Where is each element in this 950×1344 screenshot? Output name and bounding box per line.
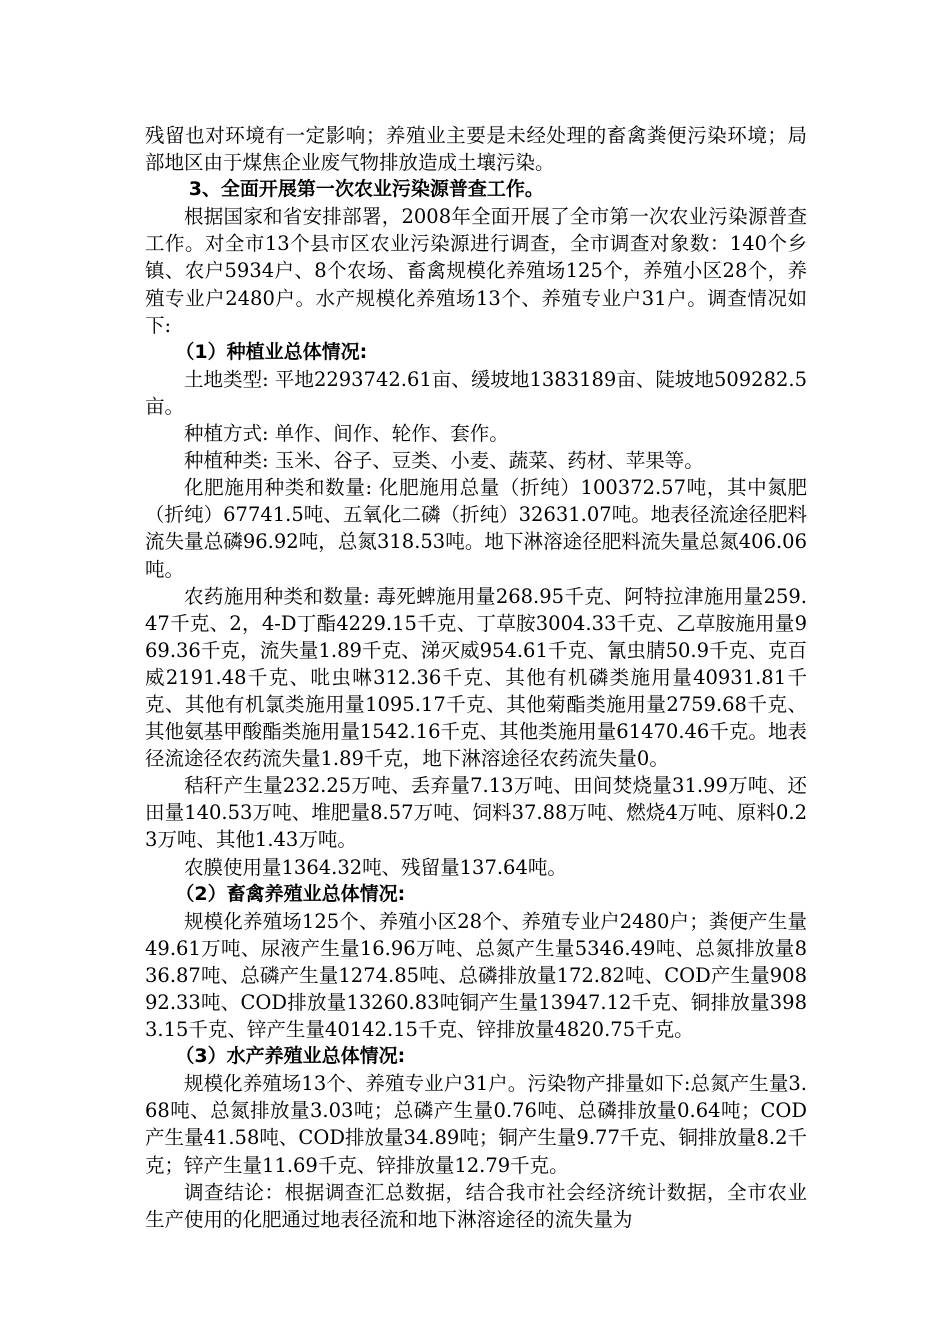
paragraph-livestock-data: 规模化养殖场125个、养殖小区28个、养殖专业户2480户；粪便产生量49.61万吨、尿液产生量16.96万吨、总氮产生量5346.49吨、总氮排放量836.87吨、总磷产生量1274.85吨、总磷排放量172.82吨、COD产生量90892.33吨、COD排放量13260.83吨铜产生量13947.12千克、铜排放量3983.15千克、锌产生量40142.15千克、锌排放量4820.75千克。 bbox=[145, 909, 807, 1042]
paragraph-aquaculture-data: 规模化养殖场13个、养殖专业户31户。污染物产排量如下:总氮产生量3.68吨、总氮排放量3.03吨；总磷产生量0.76吨、总磷排放量0.64吨；COD产生量41.58吨、COD排放量34.89吨；铜产生量9.77千克、铜排放量8.2千克；锌产生量11.69千克、锌排放量12.79千克。 bbox=[145, 1072, 807, 1177]
paragraph-residue-impact: 残留也对环境有一定影响；养殖业主要是未经处理的畜禽粪便污染环境；局部地区由于煤焦企业废气物排放造成土壤污染。 bbox=[145, 124, 807, 175]
subheading-planting: （1）种植业总体情况: bbox=[175, 340, 368, 363]
paragraph-pesticide: 农药施用种类和数量: 毒死蜱施用量268.95千克、阿特拉津施用量259.47千克、2，4-D丁酯4229.15千克、丁草胺3004.33千克、乙草胺施用量969.36千克，流失量1.89千克、涕灭威954.61千克、氰虫腈50.9千克、克百威2191.48千克、吡虫啉312.36千克、其他有机磷类施用量40931.81千克、其他有机氯类施用量1095.17千克、其他菊酯类施用量2759.68千克、其他氨基甲酸酯类施用量1542.16千克、其他类施用量61470.46千克。地表径流途径农药流失量1.89千克，地下淋溶途径农药流失量0。 bbox=[145, 584, 807, 771]
paragraph-fertilizer: 化肥施用种类和数量: 化肥施用总量（折纯）100372.57吨，其中氮肥（折纯）67741.5吨、五氧化二磷（折纯）32631.07吨。地表径流途径肥料流失量总磷96.92吨，总氮318.53吨。地下淋溶途径肥料流失量总氮406.06吨。 bbox=[145, 476, 807, 581]
section-heading-census: 3、全面开展第一次农业污染源普查工作。 bbox=[188, 178, 544, 201]
subheading-aquaculture: （3）水产养殖业总体情况: bbox=[175, 1045, 406, 1068]
paragraph-land-type: 土地类型: 平地2293742.61亩、缓坡地1383189亩、陡坡地509282.5亩。 bbox=[145, 367, 807, 418]
paragraph-conclusion: 调查结论：根据调查汇总数据，结合我市社会经济统计数据，全市农业生产使用的化肥通过地表径流和地下淋溶途径的流失量为 bbox=[145, 1180, 807, 1231]
paragraph-planting-method: 种植方式: 单作、间作、轮作、套作。 bbox=[184, 422, 509, 446]
paragraph-planting-crops: 种植种类: 玉米、谷子、豆类、小麦、蔬菜、药材、苹果等。 bbox=[184, 449, 704, 473]
paragraph-film: 农膜使用量1364.32吨、残留量137.64吨。 bbox=[184, 855, 567, 879]
document-page bbox=[145, 122, 807, 1233]
paragraph-straw: 秸秆产生量232.25万吨、丢弃量7.13万吨、田间焚烧量31.99万吨、还田量140.53万吨、堆肥量8.57万吨、饲料37.88万吨、燃烧4万吨、原料0.23万吨、其他1.43万吨。 bbox=[145, 774, 807, 852]
subheading-livestock: （2）畜禽养殖业总体情况: bbox=[175, 882, 406, 905]
paragraph-census-overview: 根据国家和省安排部署，2008年全面开展了全市第一次农业污染源普查工作。对全市13个县市区农业污染源进行调查，全市调查对象数：140个乡镇、农户5934户、8个农场、畜禽规模化养殖场125个，养殖小区28个，养殖专业户2480户。水产规模化养殖场13个、养殖专业户31户。调查情况如下: bbox=[145, 205, 807, 337]
